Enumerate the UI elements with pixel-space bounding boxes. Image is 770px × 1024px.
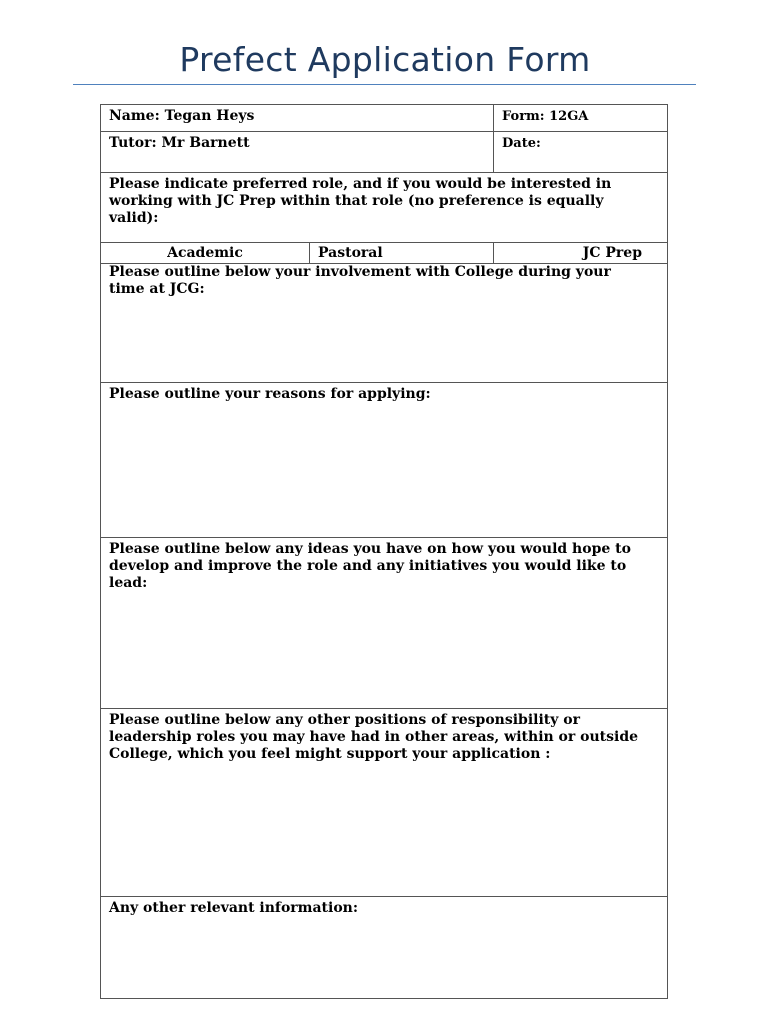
title-underline (73, 84, 696, 85)
page-title: Prefect Application Form (179, 40, 591, 79)
application-form-table (100, 104, 668, 999)
column-divider (493, 105, 494, 172)
role-prompt: Please indicate preferred role, and if you would be interested in working with JC Prep within that role (no preference is equally valid): (109, 176, 612, 226)
role-option-pastoral[interactable]: Pastoral (318, 245, 383, 261)
role-option-academic[interactable]: Academic (167, 245, 243, 261)
reasons-section[interactable]: Please outline your reasons for applying: (109, 386, 431, 402)
form-field[interactable]: Form: 12GA (502, 109, 589, 124)
column-divider (493, 242, 494, 263)
involvement-section[interactable]: Please outline below your involvement with College during your time at JCG: (109, 264, 611, 297)
other-info-section[interactable]: Any other relevant information: (109, 900, 359, 916)
ideas-section[interactable]: Please outline below any ideas you have on how you would hope to develop and improve the role and any initiatives you would like to lead: (109, 541, 631, 591)
role-option-jc-prep[interactable]: JC Prep (582, 245, 642, 261)
column-divider (309, 242, 310, 263)
date-field[interactable]: Date: (502, 136, 541, 151)
tutor-field[interactable]: Tutor: Mr Barnett (109, 135, 250, 151)
name-field[interactable]: Name: Tegan Heys (109, 108, 255, 124)
positions-section[interactable]: Please outline below any other positions of responsibility or leadership roles you may have had in other areas, within or outside College, which you feel might support your application : (109, 712, 639, 762)
